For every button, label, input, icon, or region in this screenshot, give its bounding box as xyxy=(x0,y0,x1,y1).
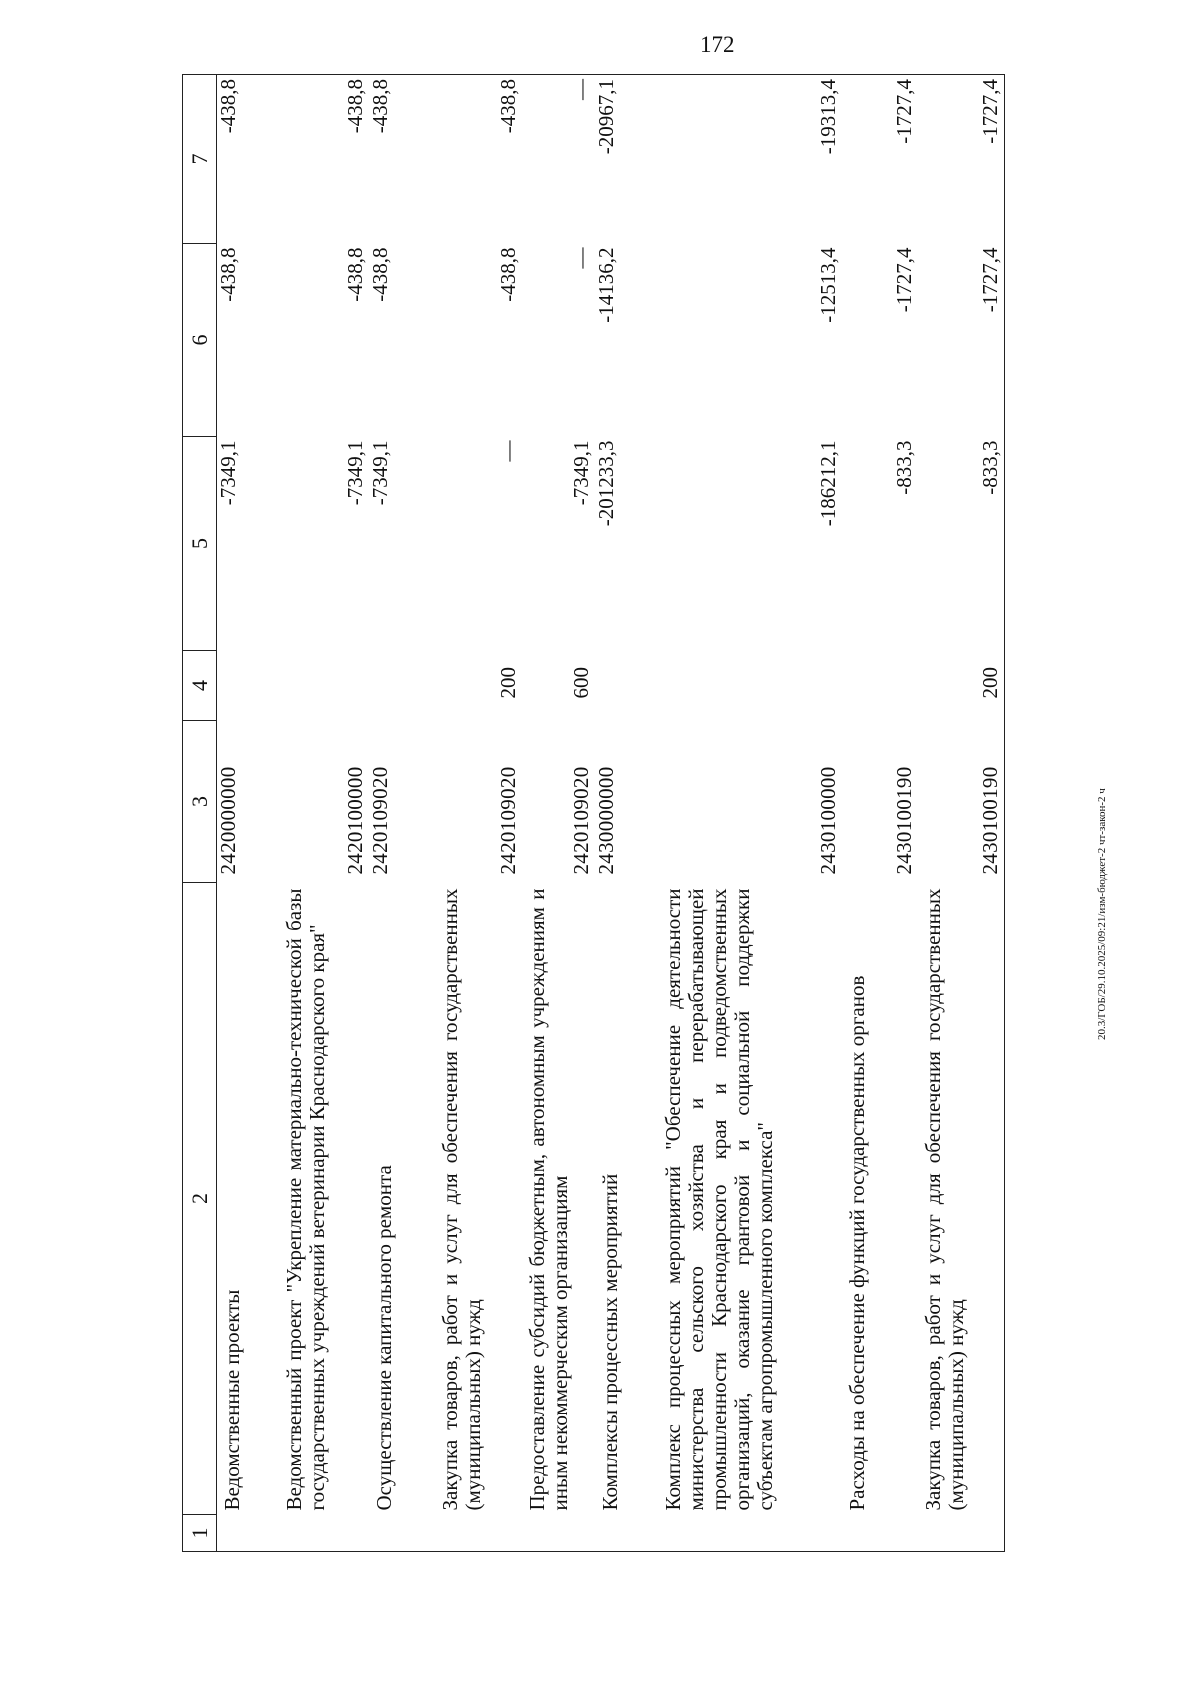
cell-num xyxy=(842,1515,918,1552)
header-col-7: 7 xyxy=(183,75,217,244)
cell-num xyxy=(522,1515,595,1552)
cell-amount-5: -201233,3 xyxy=(594,440,618,527)
cell-type: 600 xyxy=(569,667,593,699)
cell-code: 2420100000 xyxy=(343,766,367,875)
cell-name: Осуществление капитального ремонта xyxy=(372,1165,396,1511)
cell-type xyxy=(595,651,658,721)
cell-amount-6: -438,8 xyxy=(216,247,240,302)
cell-amount-6: -12513,4 xyxy=(816,247,840,323)
cell-amount-7: -20967,1 xyxy=(595,75,658,244)
cell-num xyxy=(918,1515,1005,1552)
cell-amount-5: — xyxy=(496,440,520,462)
cell-amount-7: — xyxy=(522,75,595,244)
cell-type: 200 xyxy=(496,667,520,699)
budget-table xyxy=(182,74,1005,1552)
cell-amount-5: -833,3 xyxy=(892,440,916,495)
cell-num xyxy=(595,1515,658,1552)
cell-code: 2420109020 xyxy=(569,766,593,875)
cell-amount-7: -1727,4 xyxy=(918,75,1005,244)
cell-code: 2430100190 xyxy=(892,766,916,875)
budget-table-rotated xyxy=(182,75,1042,1552)
cell-name: Комплекс процессных мероприятий "Обеспечение деятельности министерства сельского хозяйства и перерабатывающей промышленности Краснодарского края и подведомственных организаций, оказание грантовой и социальной поддержки субъектам агропромышленного комплекса" xyxy=(661,888,777,1511)
cell-type xyxy=(279,651,369,721)
cell-amount-5: -833,3 xyxy=(918,437,1005,651)
cell-type xyxy=(842,651,918,721)
cell-amount-6: -438,8 xyxy=(343,247,367,302)
cell-code: 2420000000 xyxy=(216,766,240,875)
table-row xyxy=(522,75,595,1552)
cell-type xyxy=(217,651,280,721)
cell-amount-6: -1727,4 xyxy=(892,247,916,313)
cell-code: 2420109020 xyxy=(368,766,392,875)
cell-name: Закупка товаров, работ и услуг для обеспечения государственных (муниципальных) нужд xyxy=(918,883,1005,1515)
cell-code: 2420109020 xyxy=(496,766,520,875)
cell-name: Расходы на обеспечение функций государственных органов xyxy=(845,975,869,1511)
cell-amount-7: -438,8 xyxy=(217,75,280,244)
cell-amount-6: -14136,2 xyxy=(594,247,618,323)
cell-amount-5: -186212,1 xyxy=(816,440,840,527)
cell-name: Ведомственный проект "Укрепление материально-технической базы государственных учреждений ветеринарии Краснодарского края" xyxy=(282,888,329,1511)
cell-amount-7: -438,8 xyxy=(369,75,435,244)
table-row xyxy=(842,75,918,1552)
cell-num xyxy=(369,1515,435,1552)
cell-type xyxy=(369,651,435,721)
cell-num xyxy=(658,1515,842,1552)
cell-amount-7: -19313,4 xyxy=(658,75,842,244)
header-row xyxy=(183,75,217,1552)
cell-amount-5: -7349,1 xyxy=(343,440,367,506)
cell-amount-5: -7349,1 xyxy=(368,440,392,506)
cell-amount-7: -438,8 xyxy=(435,75,522,244)
cell-code: 2430000000 xyxy=(594,766,618,875)
cell-type: 200 xyxy=(918,651,1005,721)
page-number: 172 xyxy=(700,32,735,57)
cell-amount-6: — xyxy=(569,247,593,269)
header-col-5: 5 xyxy=(183,437,217,651)
header-col-3: 3 xyxy=(183,721,217,883)
cell-amount-6: -438,8 xyxy=(496,247,520,302)
table-row xyxy=(435,75,522,1552)
header-col-4: 4 xyxy=(183,651,217,721)
cell-num xyxy=(435,1515,522,1552)
cell-num xyxy=(217,1515,280,1552)
header-col-1: 1 xyxy=(183,1515,217,1552)
cell-amount-5: -7349,1 xyxy=(216,440,240,506)
header-col-2: 2 xyxy=(183,883,217,1515)
cell-code: 2430100190 xyxy=(918,721,1005,883)
table-row xyxy=(369,75,435,1552)
cell-num xyxy=(279,1515,369,1552)
cell-amount-7: -1727,4 xyxy=(842,75,918,244)
cell-type xyxy=(658,651,842,721)
cell-amount-6: -438,8 xyxy=(368,247,392,302)
table-row xyxy=(658,75,842,1552)
cell-name: Закупка товаров, работ и услуг для обеспечения государственных (муниципальных) нужд xyxy=(438,888,485,1511)
table-row xyxy=(595,75,658,1552)
cell-amount-6: -1727,4 xyxy=(918,244,1005,437)
cell-name: Ведомственные проекты xyxy=(220,1289,244,1511)
cell-name: Предоставление субсидий бюджетным, автономным учреждениям и иным некоммерческим организациям xyxy=(525,888,572,1511)
cell-name: Комплексы процессных мероприятий xyxy=(598,1173,622,1511)
cell-amount-5: -7349,1 xyxy=(569,440,593,506)
cell-amount-7: -438,8 xyxy=(279,75,369,244)
table-row xyxy=(217,75,280,1552)
cell-code: 2430100000 xyxy=(816,766,840,875)
header-col-6: 6 xyxy=(183,244,217,437)
table-row xyxy=(918,75,1005,1552)
table-row xyxy=(279,75,369,1552)
document-footer-code: 20.3/ГОБ/29.10.2025/09:21/изм-бюджет-2 чт-закон-2 ч xyxy=(1096,788,1108,1040)
